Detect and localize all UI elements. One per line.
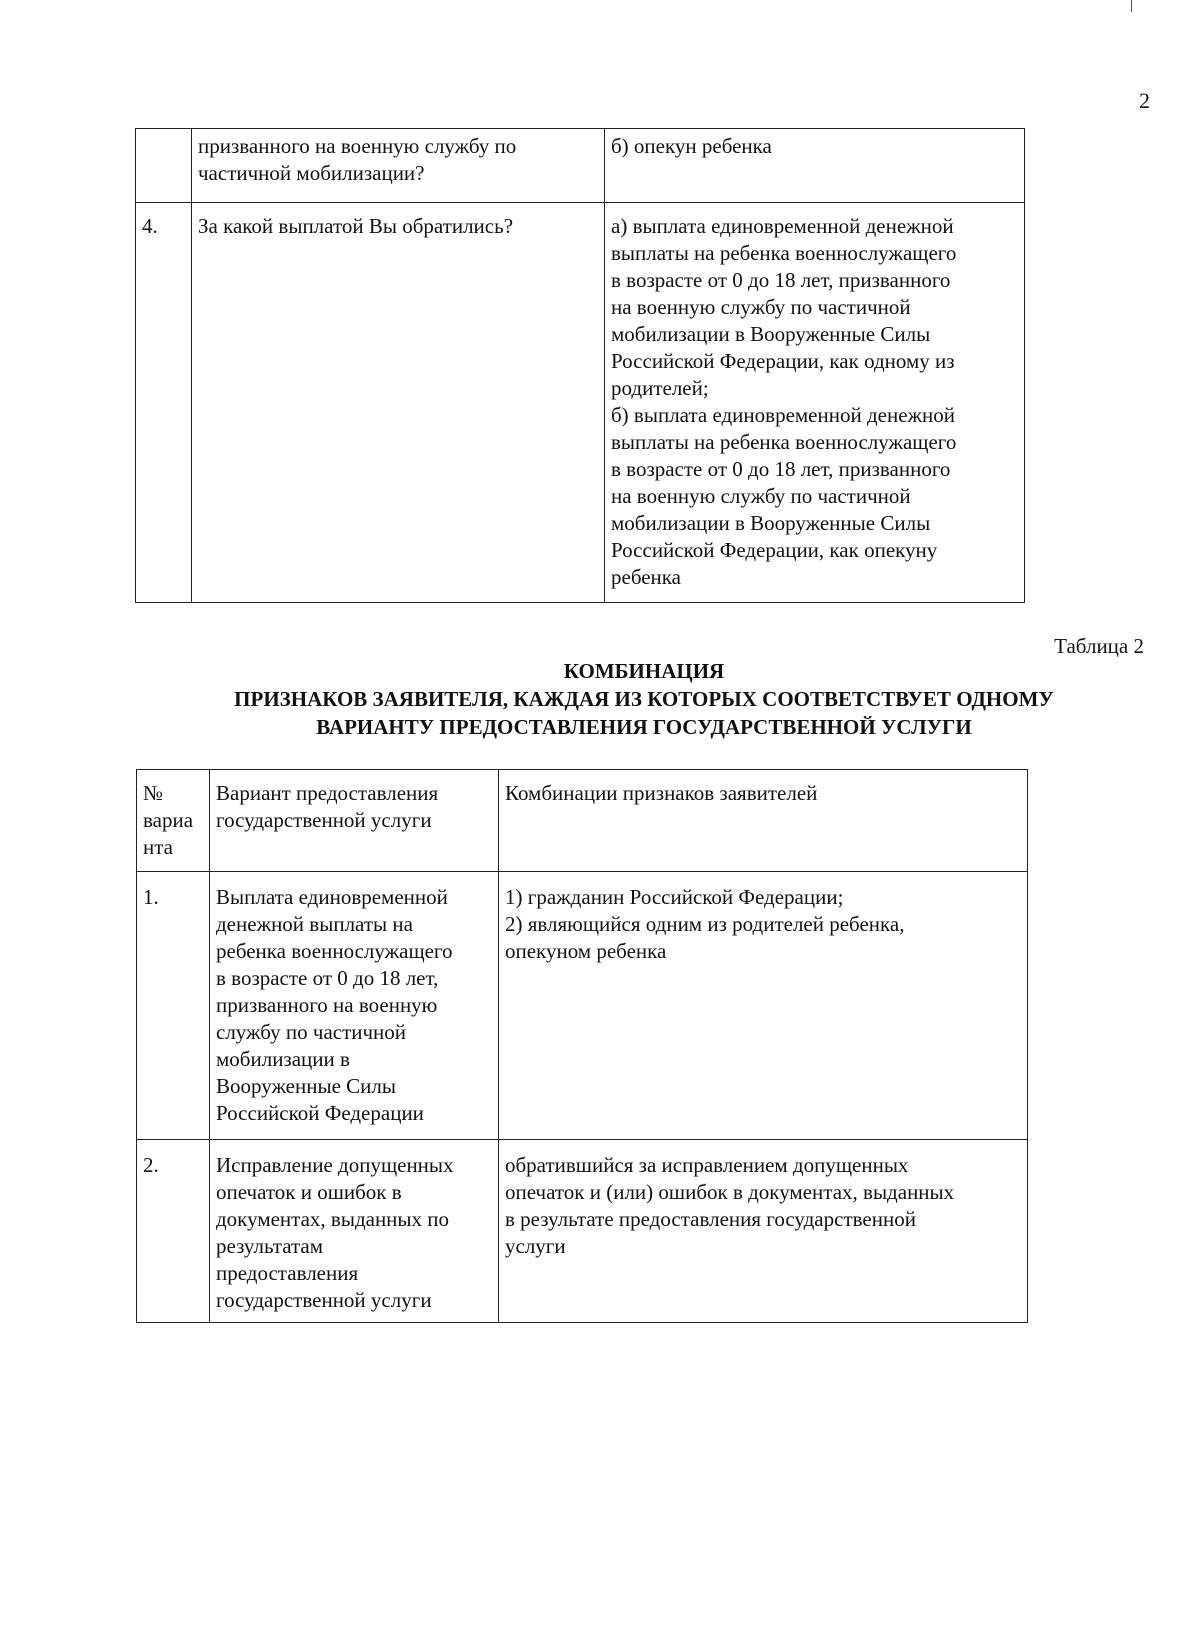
question-cell: призванного на военную службу по частичной мобилизации? xyxy=(192,129,605,203)
questions-table xyxy=(135,128,1025,603)
section-title xyxy=(0,657,1200,741)
combinations-table xyxy=(136,769,1028,1323)
table-caption: Таблица 2 xyxy=(1054,634,1144,658)
top-margin-mark xyxy=(1131,0,1132,12)
answer-cell: а) выплата единовременной денежной выплаты на ребенка военнослужащего в возрасте от 0 до 18 лет, призванного на военную службу по частичной мобилизации в Вооруженные Силы Российской Федерации, как одному из родителей; б) выплата единовременной денежной выплаты на ребенка военнослужащего в возрасте от 0 до 18 лет, призванного на военную службу по частичной мобилизации в Вооруженные Силы Российской Федерации, как опекуну ребенка xyxy=(605,203,1025,603)
title-line-3: ВАРИАНТУ ПРЕДОСТАВЛЕНИЯ ГОСУДАРСТВЕННОЙ УСЛУГИ xyxy=(316,715,972,739)
table-row xyxy=(136,203,1025,603)
table-row xyxy=(136,129,1025,203)
header-variant-number: № вариа нта xyxy=(137,770,210,872)
header-variant: Вариант предоставления государственной услуги xyxy=(210,770,499,872)
combination-cell: обратившийся за исправлением допущенных опечаток и (или) ошибок в документах, выданных в результате предоставления государственной услуги xyxy=(499,1140,1028,1323)
combination-cell: 1) гражданин Российской Федерации; 2) являющийся одним из родителей ребенка, опекуном ребенка xyxy=(499,872,1028,1140)
page-number: 2 xyxy=(1139,88,1150,113)
variant-cell: Исправление допущенных опечаток и ошибок в документах, выданных по результатам предоставления государственной услуги xyxy=(210,1140,499,1323)
row-number: 4. xyxy=(136,203,192,603)
row-number xyxy=(136,129,192,203)
header-combinations: Комбинации признаков заявителей xyxy=(499,770,1028,872)
variant-cell: Выплата единовременной денежной выплаты на ребенка военнослужащего в возрасте от 0 до 18 лет, призванного на военную службу по частичной мобилизации в Вооруженные Силы Российской Федерации xyxy=(210,872,499,1140)
table-row xyxy=(137,872,1028,1140)
table-header-row xyxy=(137,770,1028,872)
question-cell: За какой выплатой Вы обратились? xyxy=(192,203,605,603)
title-line-1: КОМБИНАЦИЯ xyxy=(563,659,725,683)
row-number: 1. xyxy=(137,872,210,1140)
title-line-2: ПРИЗНАКОВ ЗАЯВИТЕЛЯ, КАЖДАЯ ИЗ КОТОРЫХ СООТВЕТСТВУЕТ ОДНОМУ xyxy=(234,687,1054,711)
row-number: 2. xyxy=(137,1140,210,1323)
table-row xyxy=(137,1140,1028,1323)
answer-cell: б) опекун ребенка xyxy=(605,129,1025,203)
